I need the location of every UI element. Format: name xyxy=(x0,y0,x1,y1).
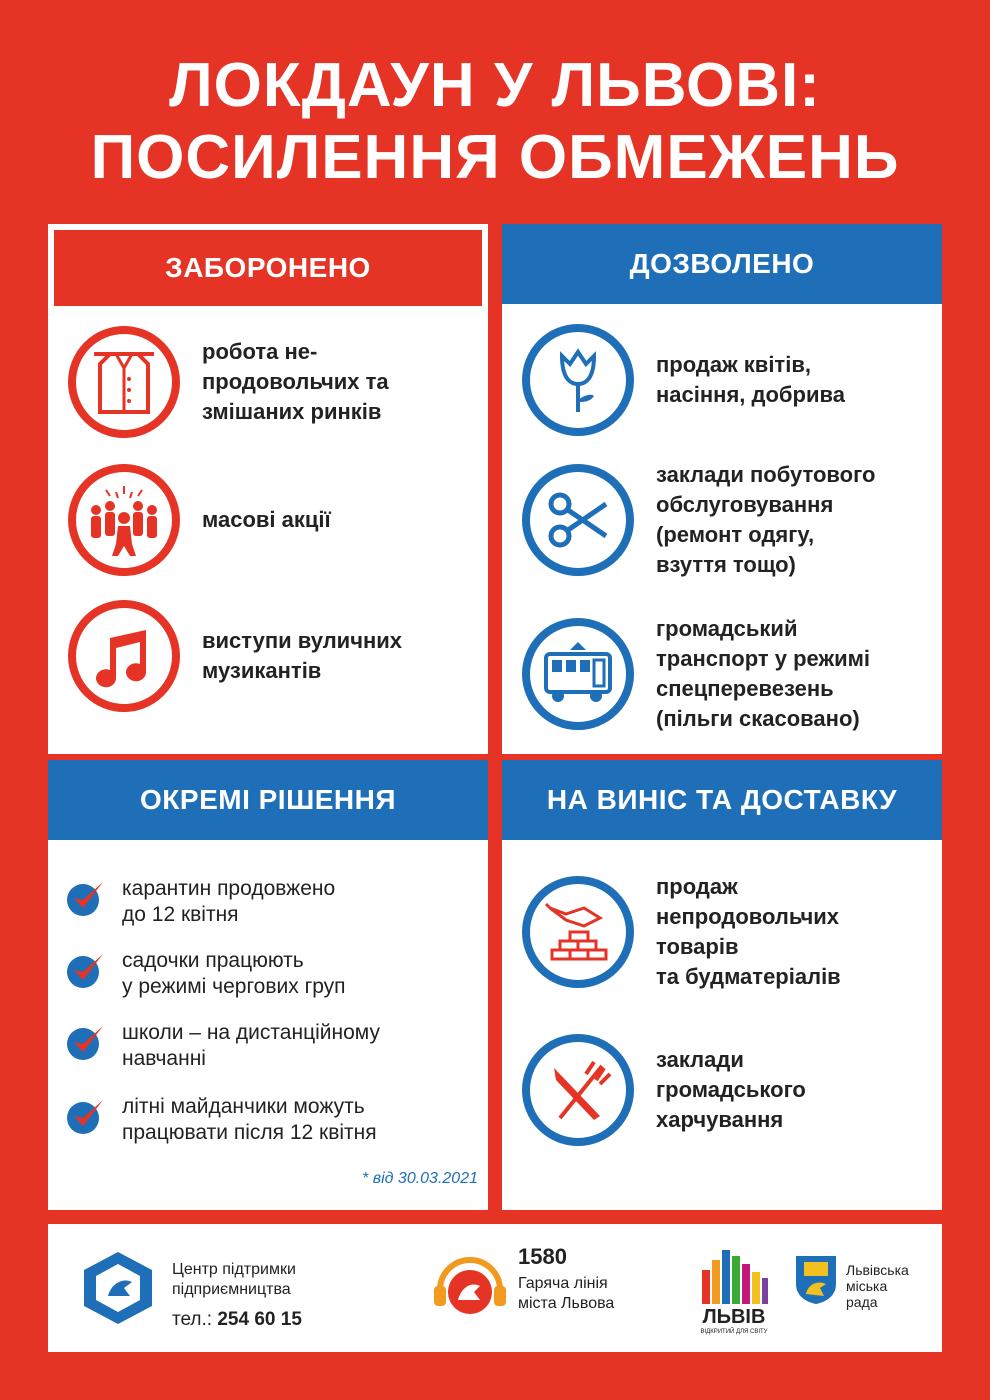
lviv-logo-text: ЛЬВІВ xyxy=(702,1306,766,1328)
title-line-1: ЛОКДАУН У ЛЬВОВІ: xyxy=(169,51,821,120)
decision-item xyxy=(66,1094,377,1146)
forbidden-item-markets xyxy=(66,324,389,440)
decision-item xyxy=(66,876,335,928)
flower-icon xyxy=(520,322,636,438)
decisions-header: ОКРЕМІ РІШЕННЯ xyxy=(48,760,488,840)
checkmark-icon xyxy=(66,878,106,918)
forbidden-panel xyxy=(48,224,488,754)
forbidden-item-mass-events xyxy=(66,462,331,578)
decision-item xyxy=(66,948,346,1000)
takeaway-item-catering xyxy=(520,1032,806,1148)
title-line-2: ПОСИЛЕННЯ ОБМЕЖЕНЬ xyxy=(90,123,900,192)
decision-text: школи – на дистанційному навчанні xyxy=(122,1021,380,1070)
date-note: * від 30.03.2021 xyxy=(362,1170,478,1187)
lviv-city-logo-icon xyxy=(698,1244,770,1304)
hotline-logo-icon xyxy=(428,1246,512,1330)
forbidden-item-text: масові акції xyxy=(202,507,331,532)
allowed-item-services xyxy=(520,460,875,580)
decision-item xyxy=(66,1020,380,1072)
takeaway-item-goods xyxy=(520,872,841,992)
footer xyxy=(48,1224,942,1352)
building-materials-icon xyxy=(520,874,636,990)
allowed-item-flowers xyxy=(520,322,845,438)
hotline-text: Гаряча лінія міста Львова xyxy=(518,1275,615,1312)
phone-number: 254 60 15 xyxy=(217,1309,302,1330)
allowed-item-text: громадський транспорт у режимі спецперевезень (пільги скасовано) xyxy=(656,616,870,731)
forbidden-header: ЗАБОРОНЕНО xyxy=(54,230,482,306)
business-center-logo-icon xyxy=(78,1248,158,1328)
forbidden-item-street-music xyxy=(66,598,402,714)
forbidden-item-text: виступи вуличних музикантів xyxy=(202,628,403,683)
center-name: Центр підтримки підприємництва xyxy=(172,1261,296,1298)
decision-text: карантин продовжено до 12 квітня xyxy=(122,877,336,926)
takeaway-item-text: продаж непродовольчих товарів та будматеріалів xyxy=(656,874,841,989)
allowed-item-transport xyxy=(520,614,870,734)
allowed-panel xyxy=(502,224,942,754)
center-phone xyxy=(172,1308,302,1332)
bus-icon xyxy=(520,616,636,732)
takeaway-panel xyxy=(502,760,942,1210)
page-title xyxy=(0,50,990,194)
scissors-icon xyxy=(520,462,636,578)
city-council-name: Львівська міська рада xyxy=(846,1262,909,1310)
lviv-slogan: ВІДКРИТИЙ ДЛЯ СВІТУ xyxy=(700,1329,768,1335)
hotline-number: 1580 xyxy=(518,1244,567,1269)
cutlery-icon xyxy=(520,1032,636,1148)
takeaway-header: НА ВИНІС ТА ДОСТАВКУ xyxy=(502,760,942,840)
music-note-icon xyxy=(66,598,182,714)
allowed-item-text: продаж квітів, насіння, добрива xyxy=(656,352,845,407)
forbidden-item-text: робота не- продовольчих та змішаних ринків xyxy=(202,339,389,424)
checkmark-icon xyxy=(66,1096,106,1136)
allowed-header: ДОЗВОЛЕНО xyxy=(502,224,942,304)
city-council-coat-of-arms-icon xyxy=(794,1254,838,1306)
decision-text: садочки працюють у режимі чергових груп xyxy=(122,949,346,998)
checkmark-icon xyxy=(66,950,106,990)
allowed-item-text: заклади побутового обслуговування (ремонт одягу, взуття тощо) xyxy=(656,462,876,577)
phone-label: тел.: xyxy=(172,1309,213,1330)
decisions-panel xyxy=(48,760,488,1210)
decision-text: літні майданчики можуть працювати після 12 квітня xyxy=(122,1095,377,1144)
clothes-market-icon xyxy=(66,324,182,440)
crowd-icon xyxy=(66,462,182,578)
takeaway-item-text: заклади громадського харчування xyxy=(656,1047,806,1132)
checkmark-icon xyxy=(66,1022,106,1062)
